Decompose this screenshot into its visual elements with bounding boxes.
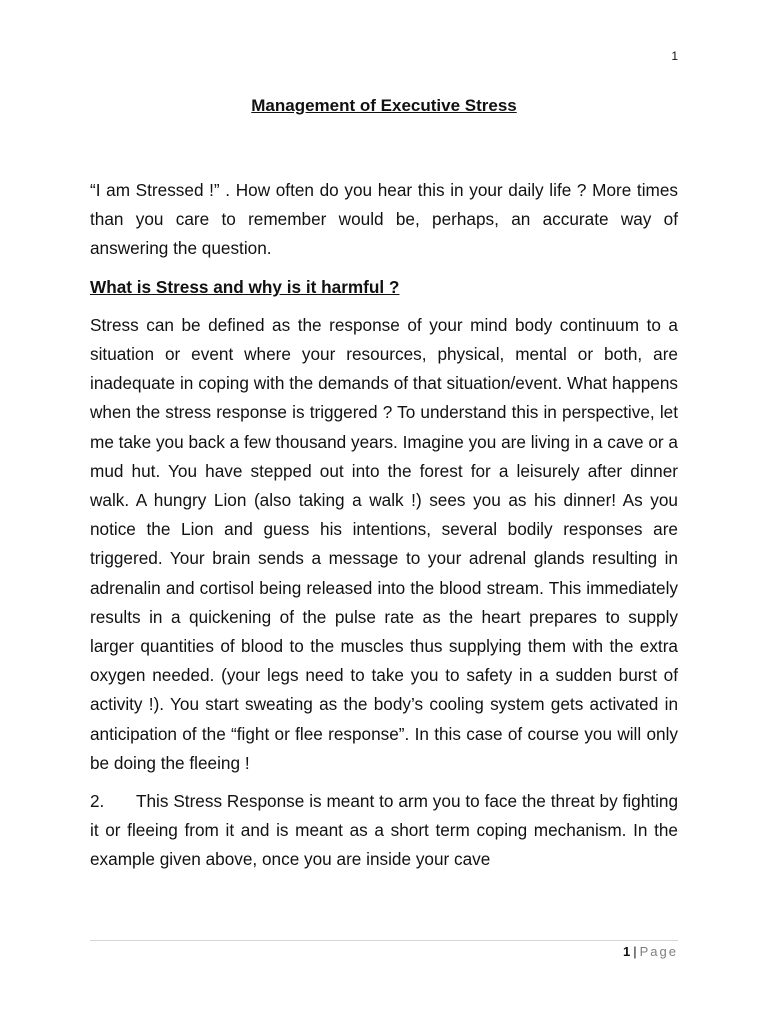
footer-separator: | xyxy=(633,944,637,959)
footer-page-number: 1 xyxy=(623,944,631,959)
document-title: Management of Executive Stress xyxy=(251,96,517,115)
body-paragraph-1: Stress can be defined as the response of your mind body continuum to a situation or event where your resources, physical, mental or both, are inadequate in coping with the demands of that situation/event. What happens when the stress response is triggered ? To understand this in perspective, let me take you back a few thousand years. Imagine you are living in a cave or a mud hut. You have stepped out into the forest for a leisurely after dinner walk. A hungry Lion (also taking a walk !) sees you as his dinner! As you notice the Lion and guess his intentions, several bodily responses are triggered. Your brain sends a message to your adrenal glands resulting in adrenalin and cortisol being released into the blood stream. This immediately results in a quickening of the pulse rate as the heart prepares to supply larger quantities of blood to the muscles thus supplying them with the extra oxygen needed. (your legs need to take you to safety in a sudden burst of activity !). You start sweating as the body’s cooling system gets activated in anticipation of the “fight or flee response”. In this case of course you will only be doing the fleeing ! xyxy=(90,314,678,773)
document-body xyxy=(90,176,678,884)
header-page-number: 1 xyxy=(671,49,678,63)
body-paragraph-2 xyxy=(90,787,678,875)
intro-paragraph: “I am Stressed !” . How often do you hear this in your daily life ? More times than you care to remember would be, perhaps, an accurate way of answering the question. xyxy=(90,180,678,259)
paragraph-number: 2. xyxy=(90,791,105,812)
section-heading: What is Stress and why is it harmful ? xyxy=(90,276,400,297)
footer-divider xyxy=(90,940,678,941)
footer-page-indicator xyxy=(623,943,678,961)
body-paragraph-2-text: This Stress Response is meant to arm you to face the threat by fighting it or fleeing from it and is meant as a short term coping mechanism. In the example given above, once you are inside your cave xyxy=(90,791,678,870)
footer-page-label: Page xyxy=(639,944,678,959)
